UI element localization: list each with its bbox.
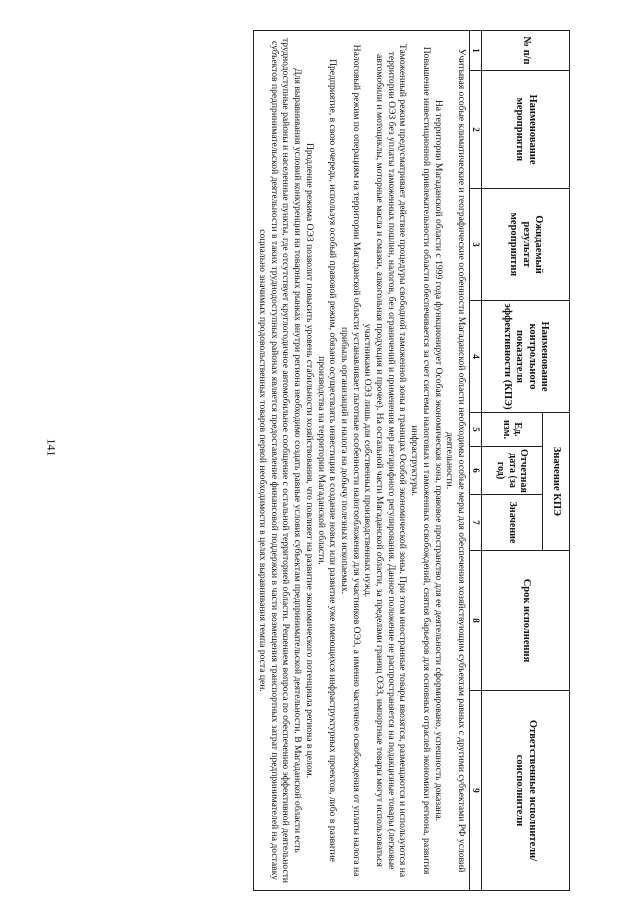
header-activity-name: Наименование мероприятия <box>482 71 570 189</box>
body-text-cell <box>254 31 470 891</box>
column-number: 2 <box>470 71 482 189</box>
column-number: 7 <box>470 495 482 551</box>
header-kpe-name: Наименование контрольного показателя эффективности (КПЭ) <box>482 301 570 413</box>
column-number: 9 <box>470 691 482 891</box>
body-paragraph: Для выравнивания условий конкуренции на товарных рынках внутри региона необходимо создать равные условия субъектам предпринимательской деятельности. В Магаданской области есть труднодоступные районы и населенные пункты, где отсутствует круглогодичное автомобильное сообщение с остальной территорией области. Решением вопроса по обеспечению эффективной деятельности субъектов предпринимательской деятельности в таких труднодоступных районах является предоставление финансовой поддержки в части возмещения транспортных затрат предпринимателей на доставку социально значимых продовольственных товаров первой необходимости в целях выравнивания темпа роста цен. <box>257 37 304 884</box>
column-number: 4 <box>470 301 482 413</box>
header-value: Значение <box>482 495 543 551</box>
body-paragraph: На территории Магаданской области с 1999 года функционирует Особая экономическая зона, правовое пространство для ее деятельности сформировано, успешность доказана. <box>432 99 444 822</box>
column-number-row <box>470 31 482 891</box>
body-paragraph: Повышение инвестиционной привлекательности области обеспечивается за счет системы налоговых и таможенных освобождений, снятия барьеров для основных отраслей экономики региона, развития инфраструктуры. <box>409 46 432 875</box>
header-expected-result: Ожидаемый результат мероприятия <box>482 189 570 301</box>
rotated-table-page <box>70 30 570 890</box>
body-paragraph: Продление режима ОЭЗ позволит повысить уровень стабильности хозяйствования, что повлияет на развитие экономического потенциала региона в целом. <box>303 142 315 779</box>
column-number: 1 <box>470 31 482 71</box>
header-unit: Ед. изм. <box>482 413 543 447</box>
body-paragraph: Налоговый режим по операциям на территории Магаданской области устанавливает льготные особенности налогообложения для участников ОЭЗ, а именно частичное освобождения от уплаты налога на прибыль организаций и налога на добычу полезных ископаемых. <box>338 44 362 877</box>
page-number: 141 <box>44 438 59 457</box>
column-number: 8 <box>470 551 482 691</box>
body-paragraph: Учитывая особые климатические и географические особенности Магаданской области необходимы особые меры для обеспечения хозяйствующим субъектам равных с другими субъектами РФ условий деятельности. <box>444 48 467 873</box>
column-number: 3 <box>470 189 482 301</box>
body-paragraph: Таможенный режим предусматривает действие процедуры свободной таможенной зоны в границах Особой экономической зоны. При этом иностранные товары ввозятся, размещаются и используются на территории ОЭЗ без уплаты таможенных пошлин, налогов, без ограничений и применения мер нетарифного регулирования. Данное положение не распространяется на подакцизные товары (легковые автомобили и мотоциклы, моторные масла и смазки, алкогольная продукция и прочее). На остальной части Магаданской области, за пределами границ ОЭЗ, импортные товары могут использоваться участниками ОЭЗ лишь для собственных производственных нужд. <box>362 43 409 878</box>
header-deadline: Срок исполнения <box>482 551 570 691</box>
header-number: № п/п <box>482 31 570 71</box>
header-row-1 <box>543 31 570 891</box>
body-paragraph: Предприятие, в свою очередь, используя особый правовой режим, обязано осуществлять инвестиции в создание новых или развитие уже имеющихся инфраструктурных проектов, либо в развитие производства на территории Магаданской области. <box>315 59 339 862</box>
header-report-date: Отчетная дата (за год) <box>482 447 543 495</box>
column-number: 6 <box>470 447 482 495</box>
header-kpe-value-group: Значение КПЭ <box>543 413 570 551</box>
body-row <box>254 31 470 891</box>
header-responsible: Ответственные исполнители/ соисполнители <box>482 691 570 891</box>
column-number: 5 <box>470 413 482 447</box>
kpe-table <box>253 30 570 891</box>
